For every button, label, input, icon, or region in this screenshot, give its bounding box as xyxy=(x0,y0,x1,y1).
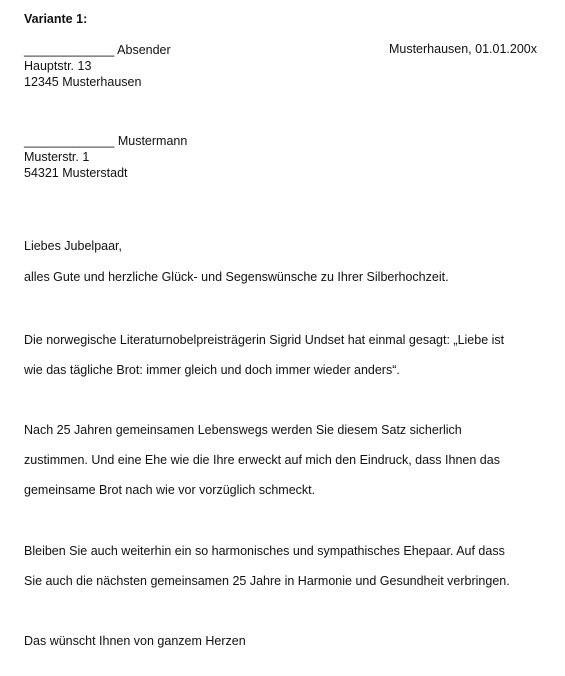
paragraph-line: Nach 25 Jahren gemeinsamen Lebenswegs werden Sie diesem Satz sicherlich xyxy=(24,423,462,437)
sender-name-line: _____________ Absender xyxy=(24,43,171,57)
paragraph-3 xyxy=(24,415,500,505)
sender-city: 12345 Musterhausen xyxy=(24,75,142,89)
closing-line xyxy=(24,626,246,656)
variant-title: Variante 1: xyxy=(24,12,88,26)
paragraph-1 xyxy=(24,262,449,292)
recipient-street: Musterstr. 1 xyxy=(24,150,90,164)
paragraph-line: gemeinsame Brot nach wie vor vorzüglich schmeckt. xyxy=(24,483,316,497)
recipient-block xyxy=(24,133,187,181)
sender-street: Hauptstr. 13 xyxy=(24,59,92,73)
paragraph-4 xyxy=(24,536,510,596)
paragraph-line: alles Gute und herzliche Glück- und Segenswünsche zu Ihrer Silberhochzeit. xyxy=(24,270,449,284)
paragraph-line: Die norwegische Literaturnobelpreisträgerin Sigrid Undset hat einmal gesagt: „Liebe ist xyxy=(24,333,505,347)
paragraph-2 xyxy=(24,325,504,385)
paragraph-line: Bleiben Sie auch weiterhin ein so harmonisches und sympathisches Ehepaar. Auf dass xyxy=(24,544,505,558)
recipient-city: 54321 Musterstadt xyxy=(24,166,128,180)
salutation: Liebes Jubelpaar, xyxy=(24,239,122,253)
paragraph-line: wie das tägliche Brot: immer gleich und doch immer wieder anders“. xyxy=(24,363,400,377)
sender-block xyxy=(24,42,171,90)
paragraph-line: Das wünscht Ihnen von ganzem Herzen xyxy=(24,634,246,648)
paragraph-line: Sie auch die nächsten gemeinsamen 25 Jahre in Harmonie und Gesundheit verbringen. xyxy=(24,574,510,588)
recipient-name-line: _____________ Mustermann xyxy=(24,134,188,148)
place-date: Musterhausen, 01.01.200x xyxy=(388,42,537,56)
paragraph-line: zustimmen. Und eine Ehe wie die Ihre erweckt auf mich den Eindruck, dass Ihnen das xyxy=(24,453,500,467)
